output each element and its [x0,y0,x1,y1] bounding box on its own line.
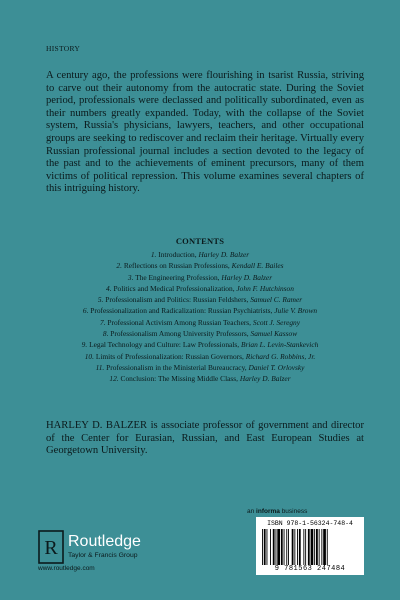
barcode-bar [294,529,295,565]
barcode-bar [281,529,283,565]
contents-item-title: Conclusion: The Missing Middle Class, [120,374,239,384]
barcode-bar [288,529,289,565]
contents-item-title: Introduction, [158,250,197,259]
contents-item-number: 7. [99,317,106,327]
contents-item-author: Richard G. Robbins, Jr. [245,351,316,361]
contents-item [0,317,400,328]
informa-prefix: an [247,508,257,515]
table-of-contents [0,249,400,385]
contents-item [0,373,400,384]
barcode-bar [284,529,285,565]
contents-item-author: Daniel T. Orlovsky [248,362,305,372]
informa-suffix: business [279,508,308,515]
isbn-text: ISBN 978-1-56324-748-4 [267,520,353,527]
contents-item-title: Professionalism in the Ministerial Bureaucracy, [106,362,247,372]
barcode-bar [262,529,263,565]
barcode-bar [277,529,280,565]
barcode-bar [311,529,314,565]
contents-item [0,328,400,339]
contents-item-author: Harley D. Balzer [239,374,291,384]
contents-item-author: Harley D. Balzer [198,250,250,259]
contents-item [0,305,400,316]
contents-item-title: Professionalism Among University Professors, [110,329,249,339]
contents-item [0,294,400,305]
contents-item-author: Samuel C. Ramer [250,295,303,305]
contents-item-title: The Engineering Profession, [135,272,220,282]
contents-item-number: 1. [150,250,157,259]
contents-item-number: 8. [102,329,109,339]
barcode-bar [292,529,294,565]
contents-item-number: 10. [84,351,94,361]
contents-item-number: 4. [106,283,112,293]
contents-item-number: 3. [127,272,134,282]
contents-item [0,362,400,373]
publisher-group: Taylor & Francis Group [68,552,138,559]
publisher-block [68,533,141,560]
category-label: HISTORY [46,44,81,53]
contents-item-title: Politics and Medical Professionalization, [113,283,235,293]
barcode-bars-icon [262,529,358,565]
barcode-bar [314,529,315,565]
barcode-number: 9 781563 247484 [274,565,346,573]
contents-item [0,249,400,260]
barcode-bar [308,529,310,565]
contents-item-number: 5. [97,295,104,305]
barcode-bar [303,529,304,565]
contents-item-author: Brian L. Levin-Stankevich [240,340,319,350]
barcode-bar [319,529,320,565]
contents-item-author: Samuel Kassow [250,329,298,339]
barcode-bar [270,529,271,565]
informa-tagline [247,508,307,515]
contents-item [0,272,400,283]
barcode-bar [299,529,301,565]
contents-item-number: 6. [82,306,89,316]
barcode-bar [316,529,318,565]
contents-item-title: Professional Activism Among Russian Teachers, [107,317,252,327]
contents-item-author: Scott J. Seregny [252,317,301,327]
contents-item-author: Harley D. Balzer [221,272,273,282]
barcode-bar [327,529,328,565]
contents-item-title: Professionalization and Radicalization: Russian Psychiatrists, [90,306,273,316]
logo-letter: R [44,537,58,559]
contents-item-title: Professionalism and Politics: Russian Feldshers, [105,295,249,305]
publisher-name: Routledge [68,533,141,550]
contents-item-number: 2. [116,261,122,271]
contents-item-number: 9. [81,340,88,350]
contents-heading: CONTENTS [175,236,225,246]
contents-item-title: Reflections on Russian Professions, [123,261,230,271]
contents-item-title: Limits of Professionalization: Russian Governors, [95,351,244,361]
barcode-bar [273,529,275,565]
barcode-bar [286,529,287,565]
contents-item [0,260,400,271]
contents-item-number: 11. [95,362,105,372]
barcode-bar [267,529,268,565]
contents-item [0,339,400,350]
contents-item-number: 12. [109,374,119,384]
barcode-bar [297,529,298,565]
contents-item [0,351,400,362]
contents-item [0,283,400,294]
book-description: A century ago, the professions were flourishing in tsarist Russia, striving to carve out their autonomy from the autocratic state. During the Soviet period, professionals were declassed and politically subordinated, even as their numbers greatly expanded. Today, with the collapse of the Soviet system, Russia's physicians, lawyers, teachers, and other occupational groups are seeking to rediscover and reclaim their heritage. Virtually every Russian professional journal includes a section devoted to the legacy of the past and to the achievements of eminent precursors, many of them victims of political repression. This volume examines several chapters of this intriguing history. [46,70,364,195]
contents-item-author: Kendall E. Bailes [231,261,284,271]
informa-brand: informa [256,508,280,515]
barcode-bar [305,529,306,565]
barcode-bar [321,529,322,565]
author-bio: HARLEY D. BALZER is associate professor of government and director of the Center for Eurasian, Russian, and East European Studies at Georgetown University. [46,420,364,457]
barcode-bar [276,529,277,565]
contents-item-author: John F. Hutchinson [236,283,294,293]
contents-item-author: Julie V. Brown [274,306,318,316]
routledge-logo-icon [38,530,64,564]
barcode-bar [323,529,326,565]
publisher-url: www.routledge.com [38,565,95,572]
barcode [256,517,364,575]
barcode-bar [264,529,266,565]
contents-item-title: Legal Technology and Culture: Law Professionals, [89,340,240,350]
